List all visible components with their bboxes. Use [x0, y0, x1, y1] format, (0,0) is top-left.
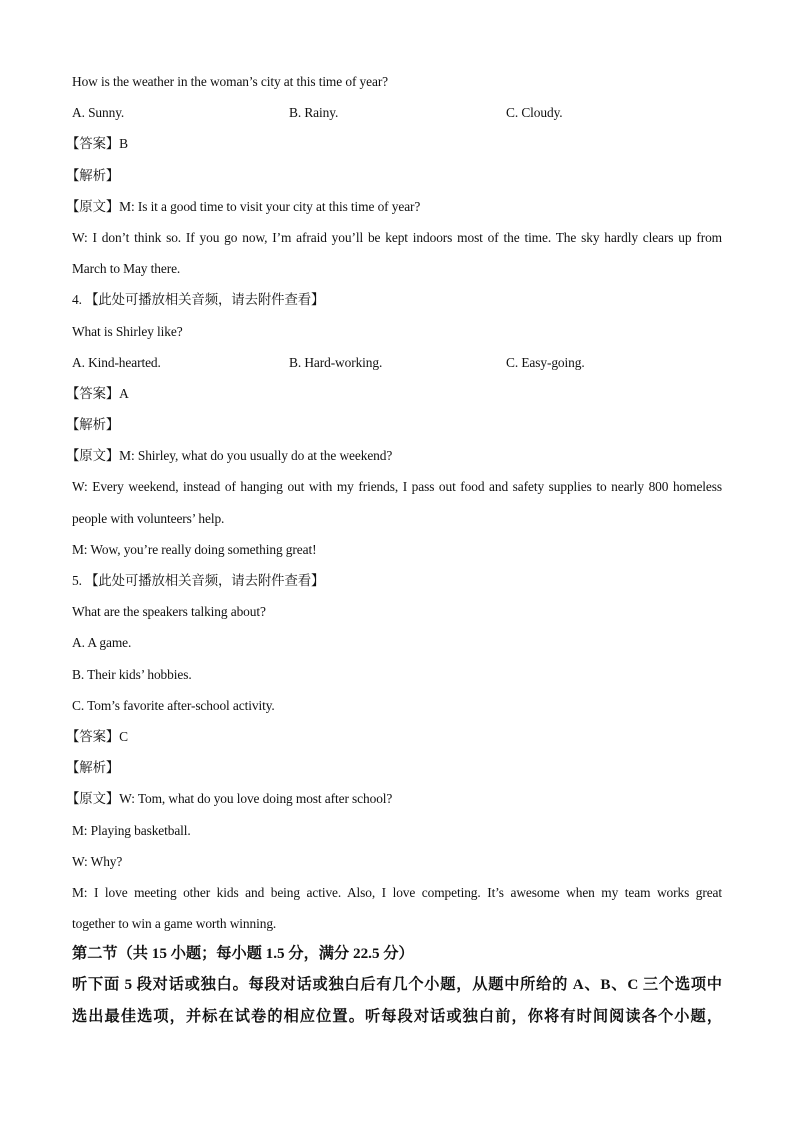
- q5-answer: C: [119, 728, 129, 744]
- q4-number: 4.: [72, 292, 82, 308]
- q5-option-a: A. A game.: [72, 635, 132, 651]
- q5-transcript-line-4: M: I love meeting other kids and being active. Also, I love competing. It’s awesome when my team works great: [72, 884, 722, 900]
- q3-transcript-text-1: M: Is it a good time to visit your city at this time of year?: [119, 198, 421, 214]
- q4-option-c: C. Easy-going.: [506, 354, 585, 370]
- q3-analysis-label: 【解析】: [66, 167, 120, 183]
- q3-answer-line: [66, 128, 722, 159]
- q3-option-c: C. Cloudy.: [506, 105, 563, 121]
- q4-question: What is Shirley like?: [72, 323, 183, 339]
- q3-transcript-line-1: [66, 191, 722, 222]
- q4-header: [72, 284, 722, 315]
- q3-answer: B: [119, 136, 129, 152]
- q5-question: What are the speakers talking about?: [72, 604, 266, 620]
- q4-answer-label: 【答案】: [66, 385, 120, 401]
- q3-transcript-line-2: W: I don’t think so. If you go now, I’m afraid you’ll be kept indoors most of the time. The sky hardly clears up from: [72, 229, 722, 245]
- q5-transcript-line-1: [66, 783, 722, 814]
- q5-transcript-text-1: W: Tom, what do you love doing most after school?: [119, 791, 393, 807]
- q5-analysis-label: 【解析】: [66, 760, 120, 776]
- q5-option-c: C. Tom’s favorite after-school activity.: [72, 697, 275, 713]
- q3-answer-label: 【答案】: [66, 136, 120, 152]
- q5-transcript-line-5: together to win a game worth winning.: [72, 916, 277, 932]
- q5-original-label: 【原文】: [66, 791, 120, 807]
- q5-option-b: B. Their kids’ hobbies.: [72, 666, 192, 682]
- q4-transcript-text-1: M: Shirley, what do you usually do at the weekend?: [119, 448, 393, 464]
- q5-transcript-line-3: W: Why?: [72, 853, 123, 869]
- q4-analysis-label: 【解析】: [66, 417, 120, 433]
- q3-transcript-line-3: March to May there.: [72, 261, 181, 277]
- q3-original-label: 【原文】: [66, 198, 120, 214]
- q5-transcript-line-2: M: Playing basketball.: [72, 822, 191, 838]
- q4-answer: A: [119, 385, 129, 401]
- q4-option-a: A. Kind-hearted.: [72, 354, 161, 370]
- q3-option-a: A. Sunny.: [72, 105, 125, 121]
- q4-audio-note: 【此处可播放相关音频，请去附件查看】: [85, 292, 325, 308]
- q4-option-b: B. Hard-working.: [289, 354, 383, 370]
- q5-analysis-line: [66, 752, 722, 783]
- q4-analysis-line: [66, 409, 722, 440]
- q4-options: [72, 347, 722, 378]
- q4-transcript-line-1: [66, 440, 722, 471]
- q3-options: [72, 97, 722, 128]
- section2-heading: 第二节（共 15 小题；每小题 1.5 分，满分 22.5 分）: [72, 945, 414, 963]
- q4-original-label: 【原文】: [66, 448, 120, 464]
- q4-transcript-line-3: people with volunteers’ help.: [72, 510, 225, 526]
- q4-answer-line: [66, 378, 722, 409]
- q3-option-b: B. Rainy.: [289, 105, 339, 121]
- q5-number: 5.: [72, 573, 82, 588]
- section2-instruction-2: 选出最佳选项，并标在试卷的相应位置。听每段对话或独白前，你将有时间阅读各个小题，: [72, 1008, 722, 1026]
- q5-answer-label: 【答案】: [66, 728, 120, 744]
- q5-audio-note: 【此处可播放相关音频，请去附件查看】: [85, 573, 325, 588]
- q4-transcript-line-4: M: Wow, you’re really doing something great!: [72, 541, 317, 557]
- section2-instruction-1: 听下面 5 段对话或独白。每段对话或独白后有几个小题，从题中所给的 A、B、C 三个选项中: [72, 976, 722, 994]
- q5-header: [72, 565, 722, 596]
- q4-transcript-line-2: W: Every weekend, instead of hanging out with my friends, I pass out food and safety supplies to nearly 800 homeless: [72, 479, 722, 495]
- q5-answer-line: [66, 721, 722, 752]
- q3-question: How is the weather in the woman’s city at this time of year?: [72, 74, 389, 89]
- q3-analysis-line: [66, 160, 722, 191]
